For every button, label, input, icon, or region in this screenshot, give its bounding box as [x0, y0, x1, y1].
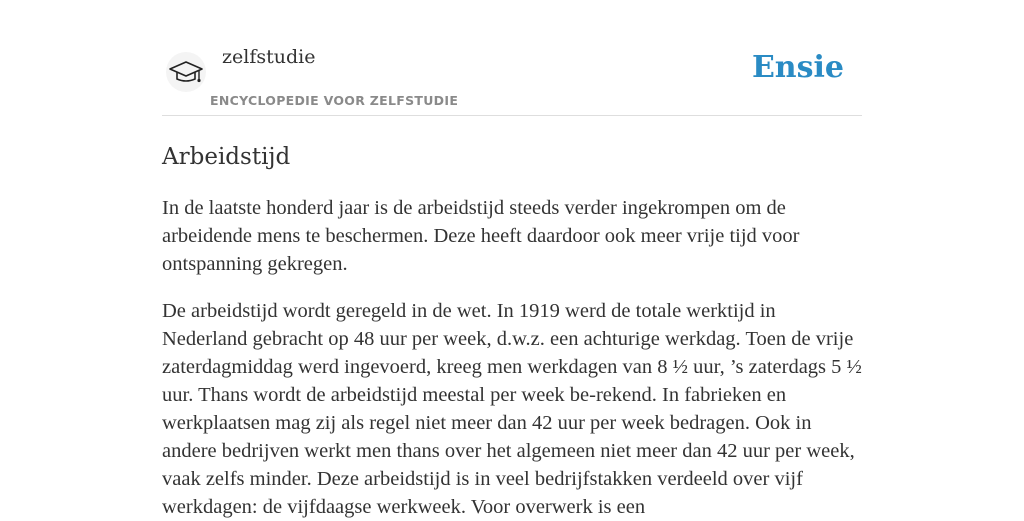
site-name[interactable]: zelfstudie [222, 46, 316, 68]
article-paragraph: In de laatste honderd jaar is de arbeidstijd steeds verder ingekrompen om de arbeidende mens te beschermen. Deze heeft daardoor ook meer vrije tijd voor ontspanning gekregen. [162, 197, 800, 275]
graduation-cap-icon[interactable] [166, 52, 206, 92]
article-paragraph: De arbeidstijd wordt geregeld in de wet. In 1919 werd de totale werktijd in Nederland gebracht op 48 uur per week, d.w.z. een achturige werkdag. Toen de vrije zaterdagmiddag werd ingevoerd, kreeg men werkdagen van 8 ½ uur, ’s zaterdags 5 ½ uur. Thans wordt de arbeidstijd meestal per week be-rekend. In fabrieken en werkplaatsen mag zij als regel niet meer dan 42 uur per week bedragen. Ook in andere bedrijven werkt men thans over het algemeen niet meer dan 42 uur per week, vaak zelfs minder. Deze arbeidstijd is in veel bedrijfstakken verdeeld over vijf werkdagen: de vijfdaagse werkweek. Voor overwerk is een [162, 300, 862, 518]
page-container [162, 0, 862, 521]
ensie-logo-link[interactable]: Ensie [751, 50, 844, 85]
site-tagline: ENCYCLOPEDIE VOOR ZELFSTUDIE [210, 93, 459, 108]
article-title: Arbeidstijd [162, 144, 291, 170]
site-header [162, 0, 862, 116]
